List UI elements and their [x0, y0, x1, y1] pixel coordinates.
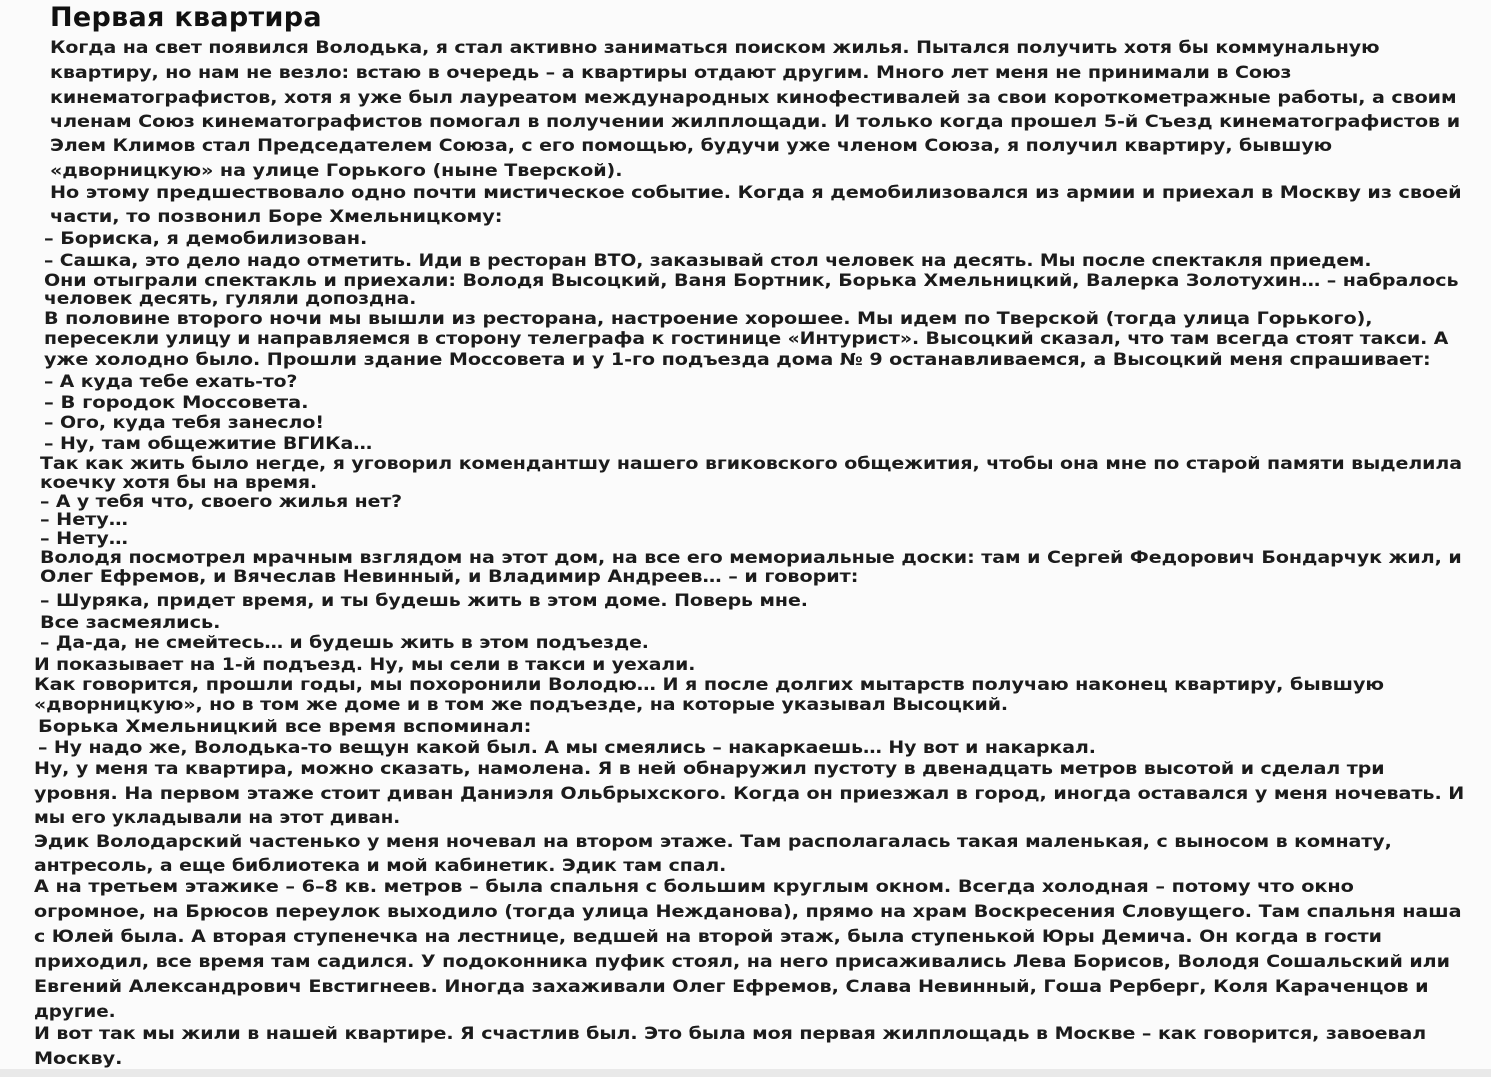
text-line: – Ну, там общежитие ВГИКа… [44, 434, 373, 453]
text-line: Все засмеялись. [40, 613, 221, 632]
text-line: – Сашка, это дело надо отметить. Иди в ресторан ВТО, заказывай стол человек на десять. Мы после спектакля приедем. [44, 251, 1372, 270]
text-line: – Да-да, не смейтесь… и будешь жить в этом подъезде. [40, 633, 649, 652]
page-bottom-edge [0, 1069, 1491, 1077]
text-line: пересекли улицу и направляемся в сторону телеграфа к гостинице «Интурист». Высоцкий сказал, что там всегда стоят такси. А [44, 329, 1449, 348]
text-line: Ну, у меня та квартира, можно сказать, намолена. Я в ней обнаружил пустоту в двенадцать метров высотой и сделал три [34, 759, 1385, 778]
text-line: части, то позвонил Боре Хмельницкому: [50, 207, 503, 226]
text-line: человек десять, гуляли допоздна. [44, 289, 417, 308]
text-line: Но этому предшествовало одно почти мистическое событие. Когда я демобилизовался из армии и приехал в Москву из своей [50, 183, 1462, 202]
text-line: «дворницкую» на улице Горького (ныне Тверской). [50, 161, 623, 180]
text-line: – Ого, куда тебя занесло! [44, 413, 324, 432]
text-line: – Шуряка, придет время, и ты будешь жить в этом доме. Поверь мне. [40, 591, 808, 610]
text-line: – Нету… [40, 529, 128, 548]
text-line: Олег Ефремов, и Вячеслав Невинный, и Владимир Андреев… – и говорит: [40, 567, 859, 586]
text-line: Борька Хмельницкий все время вспоминал: [38, 717, 532, 736]
text-line: другие. [34, 1002, 116, 1021]
text-line: кинематографистов, хотя я уже был лауреатом международных кинофестивалей за свои короткометражные работы, а своим [50, 88, 1457, 107]
text-line: – Нету… [40, 510, 128, 529]
text-line: А на третьем этажике – 6–8 кв. метров – была спальня с большим круглым окном. Всегда холодная – потому что окно [34, 877, 1354, 896]
text-line: Они отыграли спектакль и приехали: Володя Высоцкий, Ваня Бортник, Борька Хмельницкий, Валерка Золотухин… – набралось [44, 271, 1459, 290]
text-line: Москву. [34, 1049, 123, 1068]
text-line: приходил, все время там садился. У подоконника пуфик стоял, на него присаживались Лева Борисов, Володя Сошальский или [34, 952, 1450, 971]
text-line: Эдик Володарский частенько у меня ночевал на втором этаже. Там располагалась такая маленькая, с выносом в комнату, [34, 832, 1392, 851]
text-line: Володя посмотрел мрачным взглядом на этот дом, на все его мемориальные доски: там и Сергей Федорович Бондарчук жил, и [40, 548, 1462, 567]
text-line: – В городок Моссовета. [44, 393, 309, 412]
text-line: Евгений Александрович Евстигнеев. Иногда захаживали Олег Ефремов, Слава Невинный, Гоша Рерберг, Коля Караченцов и [34, 977, 1429, 996]
text-line: – Ну надо же, Володька-то вещун какой был. А мы смеялись – накаркаешь… Ну вот и накаркал. [38, 738, 1096, 757]
text-line: Когда на свет появился Володька, я стал активно заниматься поиском жилья. Пытался получить хотя бы коммунальную [50, 38, 1380, 57]
text-line: членам Союз кинематографистов помогал в получении жилплощади. И только когда прошел 5-й Съезд кинематографистов и [50, 112, 1461, 131]
text-line: квартиру, но нам не везло: встаю в очередь – а квартиры отдают другим. Много лет меня не принимали в Союз [50, 63, 1292, 82]
text-line: – А у тебя что, своего жилья нет? [40, 492, 403, 511]
text-line: Так как жить было негде, я уговорил комендантшу нашего вгиковского общежития, чтобы она мне по старой памяти выделила [40, 454, 1463, 473]
text-line: Как говорится, прошли годы, мы похоронили Володю… И я после долгих мытарств получаю наконец квартиру, бывшую [34, 675, 1384, 694]
text-line: огромное, на Брюсов переулок выходило (тогда улица Нежданова), прямо на храм Воскресения Словущего. Там спальня наша [34, 902, 1462, 921]
text-line: «дворницкую», но в том же доме и в том же подъезде, на которые указывал Высоцкий. [34, 695, 1009, 714]
document-title: Первая квартира [50, 2, 322, 33]
text-line: с Юлей была. А вторая ступенечка на лестнице, ведшей на второй этаж, была ступенькой Юры Демича. Он когда в гости [34, 927, 1382, 946]
text-line: уже холодно было. Прошли здание Моссовета и у 1-го подъезда дома № 9 останавливаемся, а Высоцкий меня спрашивает: [44, 350, 1431, 369]
text-line: мы его укладывали на этот диван. [34, 808, 401, 827]
text-line: Элем Климов стал Председателем Союза, с его помощью, будучи уже членом Союза, я получил квартиру, бывшую [50, 136, 1333, 155]
text-line: В половине второго ночи мы вышли из ресторана, настроение хорошее. Мы идем по Тверской (тогда улица Горького), [44, 309, 1373, 328]
text-line: И вот так мы жили в нашей квартире. Я счастлив был. Это была моя первая жилплощадь в Москве – как говорится, завоевал [34, 1024, 1427, 1043]
text-line: уровня. На первом этаже стоит диван Даниэля Ольбрыхского. Когда он приезжал в город, иногда оставался у меня ночевать. И [34, 784, 1465, 803]
text-line: – А куда тебе ехать-то? [44, 372, 298, 391]
text-line: коечку хотя бы на время. [40, 473, 318, 492]
text-line: антресоль, а еще библиотека и мой кабинетик. Эдик там спал. [34, 856, 727, 875]
text-line: – Бориска, я демобилизован. [44, 229, 368, 248]
text-line: И показывает на 1-й подъезд. Ну, мы сели в такси и уехали. [34, 655, 696, 674]
